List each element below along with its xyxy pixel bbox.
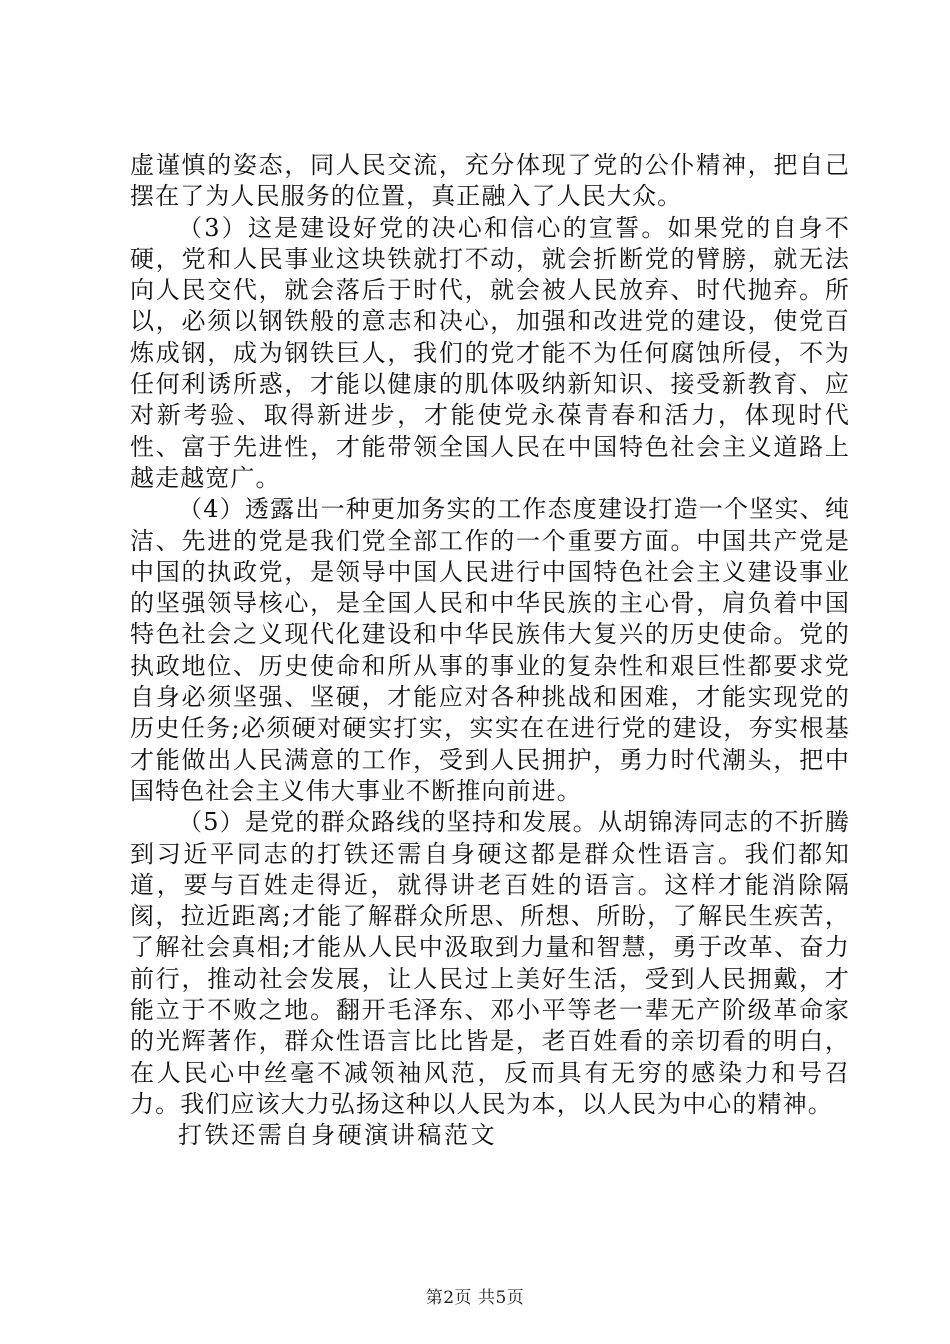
document-body (130, 150, 850, 1152)
paragraph-point-3: （3）这是建设好党的决心和信心的宣誓。如果党的自身不硬，党和人民事业这块铁就打不动，就会折断党的臂膀，就无法向人民交代，就会落后于时代，就会被人民放弃、时代抛弃。所以，必须以钢铁般的意志和决心，加强和改进党的建设，使党百炼成钢，成为钢铁巨人，我们的党才能不为任何腐蚀所侵，不为任何利诱所惑，才能以健康的肌体吸纳新知识、接受新教育、应对新考验、取得新进步，才能使党永葆青春和活力，体现时代性、富于先进性，才能带领全国人民在中国特色社会主义道路上越走越宽广。 (130, 213, 850, 492)
closing-title: 打铁还需自身硬演讲稿范文 (178, 1121, 498, 1150)
paragraph-point-4: （4）透露出一种更加务实的工作态度建设打造一个坚实、纯洁、先进的党是我们党全部工作的一个重要方面。中国共产党是中国的执政党，是领导中国人民进行中国特色社会主义建设事业的坚强领导核心，是全国人民和中华民族的主心骨，肩负着中国特色社会之义现代化建设和中华民族伟大复兴的历史使命。党的执政地位、历史使命和所从事的事业的复杂性和艰巨性都要求党自身必须坚强、坚硬，才能应对各种挑战和困难，才能实现党的历史任务;必须硬对硬实打实，实实在在进行党的建设，夯实根基才能做出人民满意的工作，受到人民拥护，勇力时代潮头，把中国特色社会主义伟大事业不断推向前进。 (130, 495, 850, 805)
page-number-footer: 第2页 共5页 (425, 1288, 525, 1308)
paragraph-point-5: （5）是党的群众路线的坚持和发展。从胡锦涛同志的不折腾到习近平同志的打铁还需自身硬这都是群众性语言。我们都知道，要与百姓走得近，就得讲老百姓的语言。这样才能消除隔阂，拉近距离;才能了解群众所思、所想、所盼，了解民生疾苦，了解社会真相;才能从人民中汲取到力量和智慧，勇于改革、奋力前行，推动社会发展，让人民过上美好生活，受到人民拥戴，才能立于不败之地。翻开毛泽东、邓小平等老一辈无产阶级革命家的光辉著作，群众性语言比比皆是，老百姓看的亲切看的明白，在人民心中丝毫不减领袖风范，反而具有无穷的感染力和号召力。我们应该大力弘扬这种以人民为本，以人民为中心的精神。 (130, 808, 850, 1118)
paragraph-continued: 虚谨慎的姿态，同人民交流，充分体现了党的公仆精神，把自己摆在了为人民服务的位置，真正融入了人民大众。 (130, 151, 850, 211)
